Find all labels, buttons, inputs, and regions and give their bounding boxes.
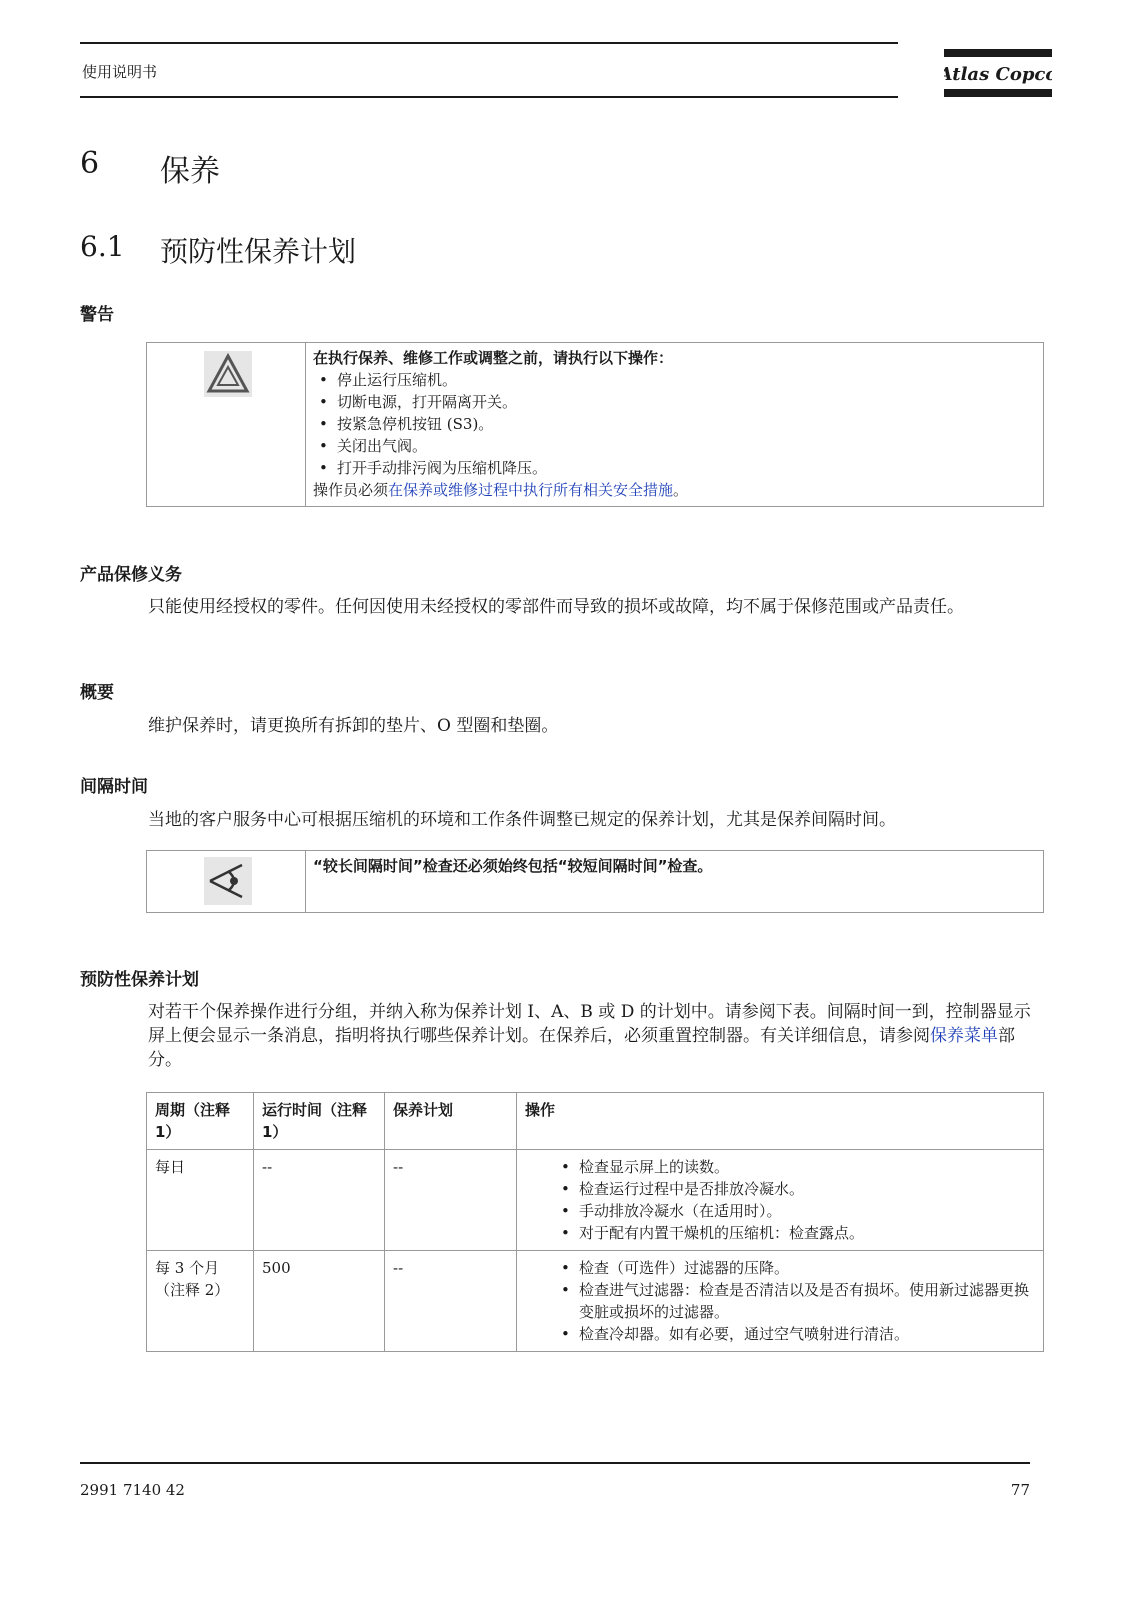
svg-text:Atlas Copco: Atlas Copco [944,64,1052,85]
table-cell-actions [517,1251,1044,1352]
subsection-title: 预防性保养计划 [160,235,357,268]
page-number: 77 [1010,1481,1030,1499]
table-header-row [147,1093,1044,1150]
table-cell-period: 每 3 个月（注释 2） [147,1251,254,1352]
maintenance-menu-link[interactable]: 保养菜单 [930,1026,998,1046]
warning-box [146,342,1044,507]
warning-heading: 警告 [80,305,114,325]
warranty-heading: 产品保修义务 [80,565,182,585]
warning-footer-suffix: 。 [673,481,689,499]
footer-rule [80,1462,1030,1464]
table-row [147,1150,1044,1251]
note-content [313,855,1033,877]
warning-content [313,347,1033,501]
subsection-number: 6.1 [80,230,125,263]
plans-text [148,1000,1033,1072]
list-item: • 按紧急停机按钮 (S3)。 [337,413,1033,435]
table-cell-hours: -- [254,1150,385,1251]
table-row [147,1251,1044,1352]
warning-footer [313,479,1033,501]
warning-triangle-icon [204,351,252,397]
list-item: • 检查显示屏上的读数。 [579,1156,1035,1178]
table-cell-actions [517,1150,1044,1251]
table-header-cell: 保养计划 [385,1093,517,1150]
warning-steps [313,369,1033,479]
safety-measures-link[interactable]: 在保养或维修过程中执行所有相关安全措施 [388,481,674,499]
list-item: • 手动排放冷凝水（在适用时）。 [579,1200,1035,1222]
list-item: • 检查运行过程中是否排放冷凝水。 [579,1178,1035,1200]
header-top-rule [80,42,898,44]
plans-heading: 预防性保养计划 [80,970,199,990]
warranty-text: 只能使用经授权的零件。任何因使用未经授权的零部件而导致的损坏或故障，均不属于保修范围或产品责任。 [148,597,964,617]
note-box [146,850,1044,913]
note-text: “较长间隔时间”检查还必须始终包括“较短间隔时间”检查。 [313,857,713,875]
intervals-heading: 间隔时间 [80,777,148,797]
doc-number: 2991 7140 42 [80,1481,185,1499]
list-item: • 对于配有内置干燥机的压缩机：检查露点。 [579,1222,1035,1244]
table-cell-plan: -- [385,1251,517,1352]
table-header-cell: 运行时间（注释 1） [254,1093,385,1150]
header-doc-type: 使用说明书 [82,63,158,81]
maintenance-table [146,1092,1044,1352]
general-heading: 概要 [80,683,114,703]
note-box-divider [305,851,306,912]
list-item: • 切断电源，打开隔离开关。 [337,391,1033,413]
intervals-text: 当地的客户服务中心可根据压缩机的环境和工作条件调整已规定的保养计划，尤其是保养间隔时间。 [148,810,896,830]
warning-box-divider [305,343,306,506]
atlas-copco-logo [944,49,1052,99]
table-header-cell: 周期（注释 1） [147,1093,254,1150]
table-header-cell: 操作 [517,1093,1044,1150]
header-bottom-rule [80,96,898,98]
table-cell-hours: 500 [254,1251,385,1352]
table-cell-plan: -- [385,1150,517,1251]
plans-text-prefix: 对若干个保养操作进行分组，并纳入称为保养计划 I、A、B 或 D 的计划中。请参阅下表。间隔时间一到，控制器显示屏上便会显示一条消息，指明将执行哪些保养计划。在保养后，必须重置控制器。有关详细信息，请参阅 [148,1002,1031,1046]
warning-intro: 在执行保养、维修工作或调整之前，请执行以下操作： [313,349,674,367]
section-title: 保养 [160,154,220,189]
general-text: 维护保养时，请更换所有拆卸的垫片、O 型圈和垫圈。 [148,716,559,736]
list-item: • 检查冷却器。如有必要，通过空气喷射进行清洁。 [579,1323,1035,1345]
table-cell-period: 每日 [147,1150,254,1251]
list-item: • 打开手动排污阀为压缩机降压。 [337,457,1033,479]
section-number: 6 [80,146,100,181]
warning-footer-prefix: 操作员必须 [313,481,389,499]
list-item: • 检查（可选件）过滤器的压降。 [579,1257,1035,1279]
eye-icon [204,857,252,905]
list-item: • 检查进气过滤器：检查是否清洁以及是否有损坏。使用新过滤器更换变脏或损坏的过滤器。 [579,1279,1035,1323]
list-item: • 停止运行压缩机。 [337,369,1033,391]
list-item: • 关闭出气阀。 [337,435,1033,457]
plans-text-suffix: 部分。 [148,1026,1015,1070]
